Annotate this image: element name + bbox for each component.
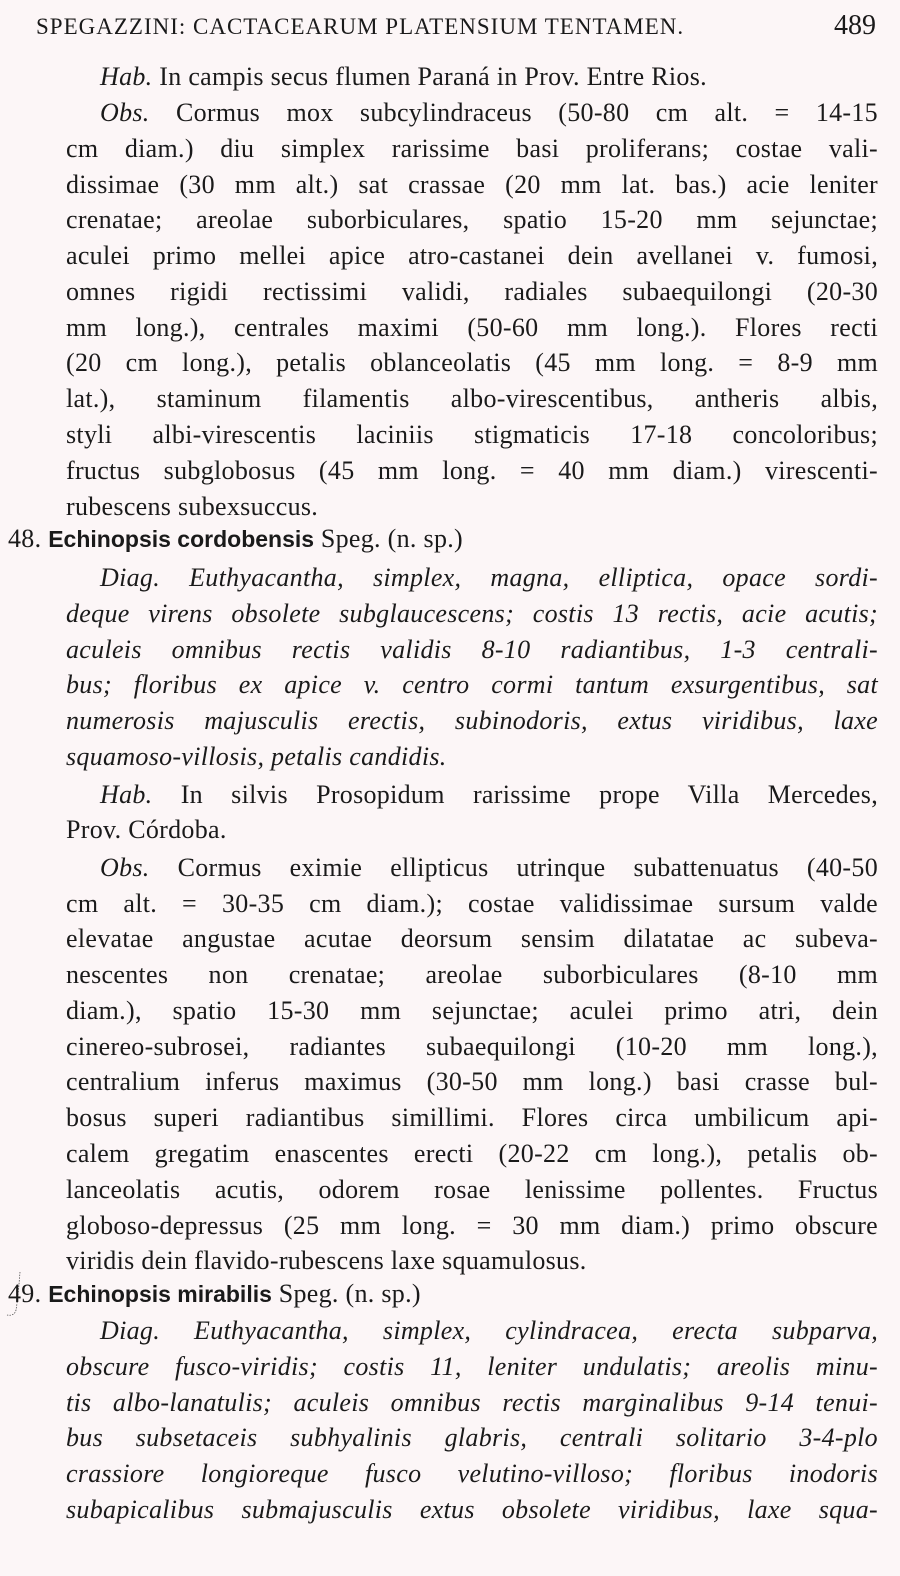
diag-line: numerosis majusculis erectis, subinodoris, extus viridibus, laxe (66, 706, 878, 736)
obs-line: Obs. Cormus mox subcylindraceus (50-80 cm alt. = 14-15 (100, 98, 878, 127)
diag-line: bus; floribus ex apice v. centro cormi tantum exsurgentibus, sat (66, 670, 878, 700)
obs-line: diam.), spatio 15-30 mm sejunctae; aculei primo atri, dein (66, 995, 878, 1025)
obs-line: rubescens subexsuccus. (66, 491, 319, 521)
obs-line: mm long.), centrales maximi (50-60 mm long.). Flores recti (66, 312, 878, 342)
obs-line: lat.), staminum filamentis albo-virescentibus, antheris albis, (66, 384, 878, 414)
obs-line: viridis dein flavido-rubescens laxe squamulosus. (66, 1246, 587, 1276)
obs-line: dissimae (30 mm alt.) sat crassae (20 mm lat. bas.) acie leniter (66, 169, 878, 199)
diag-label: Diag. (100, 563, 160, 593)
obs-line: centralium inferus maximus (30-50 mm long.) basi crasse bul- (66, 1067, 878, 1097)
hab-label: Hab. (100, 62, 153, 92)
species-name: Echinopsis cordobensis (48, 525, 315, 552)
obs-line: globoso-depressus (25 mm long. = 30 mm diam.) primo obscure (66, 1210, 878, 1240)
obs-line: cm alt. = 30-35 cm diam.); costae validissimae sursum valde (66, 888, 878, 918)
diag-line: deque virens obsolete subglaucescens; costis 13 rectis, acie acutis; (66, 598, 878, 628)
obs-line: (20 cm long.), petalis oblanceolatis (45 mm long. = 8-9 mm (66, 348, 878, 378)
obs-line: aculei primo mellei apice atro-castanei dein avellanei v. fumosi, (66, 241, 878, 271)
diag-line: obscure fusco-viridis; costis 11, leniter undulatis; areolis minu- (66, 1351, 878, 1381)
running-title: SPEGAZZINI: CACTACEARUM PLATENSIUM TENTAMEN. (36, 14, 685, 39)
page-header (36, 10, 876, 42)
obs-line: cm diam.) diu simplex rarissime basi proliferans; costae vali- (66, 133, 878, 163)
diag-line: subapicalibus submajusculis extus obsolete viridibus, laxe squa- (66, 1495, 878, 1524)
hab-paragraph: Hab. In campis secus flumen Paraná in Prov. Entre Rios. (100, 62, 707, 92)
obs-line: lanceolatis acutis, odorem rosae lenissime pollentes. Fructus (66, 1174, 878, 1204)
diag-line: Diag. Euthyacantha, simplex, cylindracea, erecta subparva, (100, 1316, 878, 1346)
obs-line: omnes rigidi rectissimi validi, radiales subaequilongi (20-30 (66, 276, 878, 306)
diag-line: Diag. Euthyacantha, simplex, magna, elliptica, opace sordi- (100, 563, 878, 593)
obs-line: crenatae; areolae suborbiculares, spatio 15-20 mm sejunctae; (66, 205, 878, 235)
diag-line: aculeis omnibus rectis validis 8-10 radiantibus, 1-3 centrali- (66, 634, 878, 664)
species-heading-49 (8, 1274, 421, 1314)
diag-label: Diag. (100, 1316, 160, 1346)
obs-line: fructus subglobosus (45 mm long. = 40 mm diam.) virescenti- (66, 455, 878, 485)
obs-line: nescentes non crenatae; areolae suborbiculares (8-10 mm (66, 960, 878, 990)
obs-line: Obs. Cormus eximie ellipticus utrinque subattenuatus (40-50 (100, 852, 878, 882)
species-authority: Speg. (n. sp.) (314, 523, 463, 553)
species-heading-48 (8, 519, 463, 559)
species-number: 48. (8, 523, 42, 553)
obs-line: cinereo-subrosei, radiantes subaequilongi (10-20 mm long.), (66, 1031, 878, 1061)
species-name: Echinopsis mirabilis (48, 1280, 272, 1307)
obs-label: Obs. (100, 98, 150, 127)
diag-line: squamoso-villosis, petalis candidis. (66, 741, 447, 771)
obs-label: Obs. (100, 852, 150, 882)
obs-line: calem gregatim enascentes erecti (20-22 cm long.), petalis ob- (66, 1139, 878, 1169)
diag-line: bus subsetaceis subhyalinis glabris, centrali solitario 3-4-plo (66, 1423, 878, 1453)
hab-line: Hab. In silvis Prosopidum rarissime prope Villa Mercedes, (100, 779, 878, 809)
obs-line: bosus superi radiantibus simillimi. Flores circa umbilicum api- (66, 1103, 878, 1133)
obs-line: styli albi-virescentis laciniis stigmaticis 17-18 concoloribus; (66, 419, 878, 449)
page-number: 489 (834, 10, 876, 41)
hab-label: Hab. (100, 779, 153, 809)
diag-line: tis albo-lanatulis; aculeis omnibus rectis marginalibus 9-14 tenui- (66, 1387, 878, 1417)
obs-line: elevatae angustae acutae deorsum sensim dilatatae ac subeva- (66, 924, 878, 954)
hab-line: Prov. Córdoba. (66, 815, 227, 845)
diag-line: crassiore longioreque fusco velutino-villoso; floribus inodoris (66, 1459, 878, 1489)
species-number: 49. (8, 1278, 42, 1308)
species-authority: Speg. (n. sp.) (271, 1278, 421, 1308)
